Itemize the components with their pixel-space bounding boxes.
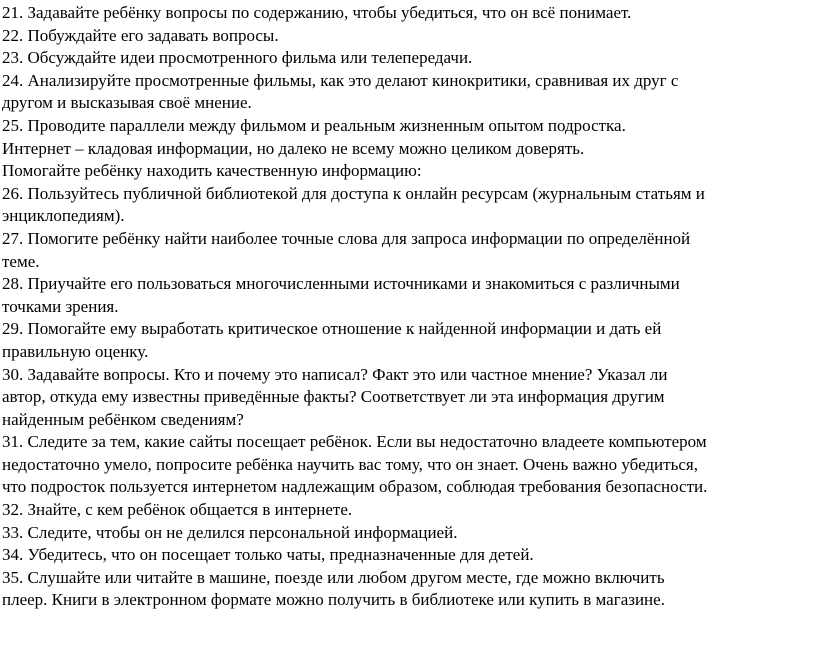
text-line-16: правильную оценку. — [2, 341, 149, 361]
text-line-22: что подросток пользуется интернетом надлежащим образом, соблюдая требования безопасности. — [2, 477, 708, 497]
text-line-27: плеер. Книги в электронном формате можно получить в библиотеке или купить в магазине. — [2, 590, 665, 610]
text-line-5: другом и высказывая своё мнение. — [2, 93, 252, 113]
text-line-7: Интернет – кладовая информации, но далеко не всему можно целиком доверять. — [2, 138, 585, 158]
text-line-2: 22. Побуждайте его задавать вопросы. — [2, 25, 279, 45]
text-line-26: 35. Слушайте или читайте в машине, поезде или любом другом месте, где можно включить — [2, 567, 665, 587]
text-line-18: автор, откуда ему известны приведённые факты? Соответствует ли эта информация другим — [2, 387, 665, 407]
text-line-6: 25. Проводите параллели между фильмом и реальным жизненным опытом подростка. — [2, 115, 626, 135]
text-line-21: недостаточно умело, попросите ребёнка научить вас тому, что он знает. Очень важно убедиться, — [2, 454, 698, 474]
text-line-15: 29. Помогайте ему выработать критическое отношение к найденной информации и дать ей — [2, 319, 662, 339]
text-line-12: теме. — [2, 251, 40, 271]
text-line-4: 24. Анализируйте просмотренные фильмы, как это делают кинокритики, сравнивая их друг с — [2, 70, 679, 90]
text-line-19: найденным ребёнком сведениям? — [2, 409, 244, 429]
text-line-20: 31. Следите за тем, какие сайты посещает ребёнок. Если вы недостаточно владеете компьютером — [2, 432, 707, 452]
text-line-25: 34. Убедитесь, что он посещает только чаты, предназначенные для детей. — [2, 545, 534, 565]
text-line-23: 32. Знайте, с кем ребёнок общается в интернете. — [2, 500, 353, 520]
text-line-13: 28. Приучайте его пользоваться многочисленными источниками и знакомиться с различными — [2, 274, 680, 294]
text-line-17: 30. Задавайте вопросы. Кто и почему это написал? Факт это или частное мнение? Указал ли — [2, 364, 668, 384]
text-line-3: 23. Обсуждайте идеи просмотренного фильма или телепередачи. — [2, 48, 473, 68]
text-line-9: 26. Пользуйтесь публичной библиотекой для доступа к онлайн ресурсам (журнальным статьям и — [2, 183, 705, 203]
text-line-1: 21. Задавайте ребёнку вопросы по содержанию, чтобы убедиться, что он всё понимает. — [2, 3, 632, 22]
text-line-10: энциклопедиям). — [2, 206, 125, 226]
text-line-8: Помогайте ребёнку находить качественную информацию: — [2, 161, 422, 181]
text-line-11: 27. Помогите ребёнку найти наиболее точные слова для запроса информации по определённой — [2, 228, 691, 248]
text-line-14: точками зрения. — [2, 296, 119, 316]
text-line-24: 33. Следите, чтобы он не делился персональной информацией. — [2, 522, 458, 542]
